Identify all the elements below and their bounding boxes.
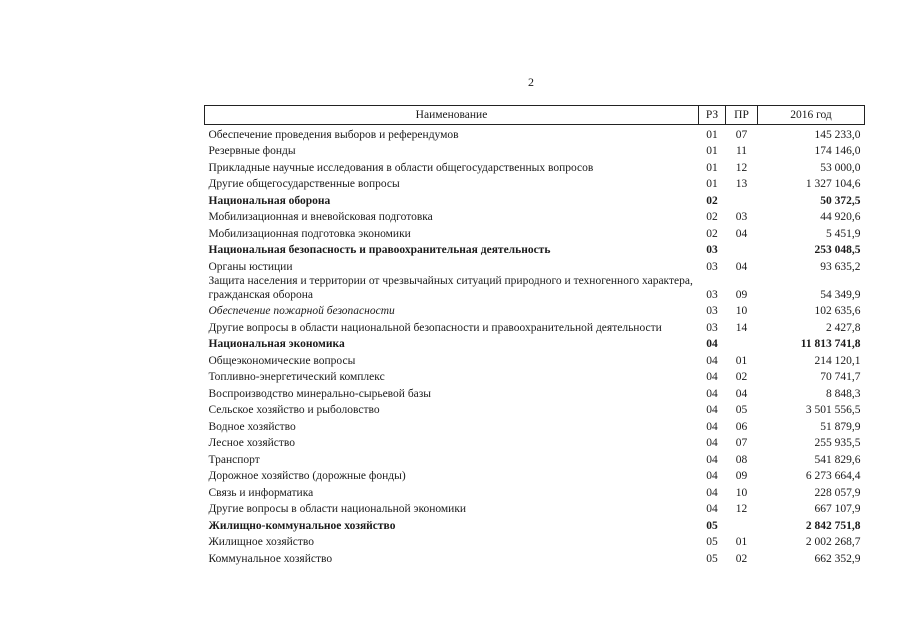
row-rz-code: 04 [706, 503, 718, 515]
table-row [205, 142, 865, 159]
table-row [205, 302, 865, 319]
table-row [205, 224, 865, 241]
table-row [205, 549, 865, 566]
table-row [205, 318, 865, 335]
row-pr-code: 03 [735, 211, 748, 223]
row-name: Жилищно-коммунальное хозяйство [208, 519, 396, 532]
row-pr-code: 07 [735, 437, 748, 449]
row-value: 2 842 751,8 [805, 519, 861, 532]
row-value: 11 813 741,8 [800, 338, 861, 350]
row-value: 102 635,6 [814, 305, 861, 317]
row-pr-code: 01 [735, 354, 748, 367]
row-value: 1 327 104,6 [805, 178, 861, 190]
row-rz-code: 04 [706, 387, 718, 400]
row-name: Органы юстиции [208, 260, 293, 273]
table-row [205, 401, 865, 418]
row-name: Транспорт [208, 453, 260, 466]
row-pr-code [726, 241, 758, 258]
table-row [205, 533, 865, 550]
row-name: Общеэкономические вопросы [208, 354, 356, 367]
row-rz-code: 03 [706, 260, 718, 273]
table-row [205, 158, 865, 175]
row-name: Мобилизационная подготовка экономики [208, 227, 411, 240]
row-rz-code: 01 [706, 128, 718, 141]
row-name: Национальная экономика [208, 338, 345, 350]
row-value: 214 120,1 [814, 354, 861, 367]
row-rz-code: 03 [706, 305, 718, 317]
page-number: 2 [528, 75, 534, 89]
row-value: 662 352,9 [814, 552, 861, 565]
row-pr-code: 08 [735, 453, 748, 466]
row-name: Коммунальное хозяйство [208, 552, 333, 565]
row-rz-code: 04 [706, 404, 718, 416]
row-value: 50 372,5 [820, 194, 861, 207]
row-pr-code: 05 [735, 404, 748, 416]
row-value: 53 000,0 [820, 161, 861, 174]
row-rz-code: 04 [706, 470, 718, 482]
row-value: 51 879,9 [820, 420, 861, 433]
row-value: 6 273 664,4 [805, 470, 861, 482]
row-value: 174 146,0 [814, 145, 861, 157]
row-name: Другие общегосударственные вопросы [208, 178, 400, 190]
row-rz-code: 02 [706, 211, 718, 223]
row-name: Обеспечение проведения выборов и референдумов [208, 128, 459, 141]
row-pr-code: 12 [735, 161, 748, 174]
table-row [205, 500, 865, 517]
row-pr-code: 12 [735, 503, 748, 515]
row-pr-code: 02 [735, 371, 748, 383]
row-name: Национальная оборона [208, 194, 331, 207]
row-pr-code [726, 191, 758, 208]
row-rz-code: 01 [706, 161, 718, 174]
table-row [205, 351, 865, 368]
header-row [205, 106, 865, 125]
row-value: 3 501 556,5 [805, 404, 861, 416]
row-rz-code: 05 [706, 552, 718, 565]
table-row [205, 417, 865, 434]
row-rz-code: 03 [706, 321, 718, 334]
row-pr-code: 09 [735, 288, 748, 301]
table-row [205, 368, 865, 385]
table-row [205, 483, 865, 500]
table-row [205, 384, 865, 401]
row-value: 70 741,7 [820, 371, 861, 383]
row-value: 93 635,2 [820, 260, 861, 273]
row-rz-code: 04 [706, 338, 718, 350]
row-name: Дорожное хозяйство (дорожные фонды) [208, 470, 406, 482]
row-pr-code: 04 [735, 387, 748, 400]
row-value: 253 048,5 [814, 244, 861, 256]
header-value: 2016 год [758, 106, 865, 125]
row-rz-code: 05 [706, 519, 718, 532]
table-row [205, 274, 865, 302]
row-pr-code: 14 [735, 321, 748, 334]
row-rz-code: 03 [706, 288, 718, 301]
table-row [205, 175, 865, 192]
row-rz-code: 02 [706, 194, 718, 207]
row-name: Национальная безопасность и правоохранительная деятельность [208, 244, 551, 256]
table-body [205, 125, 865, 566]
row-pr-code: 10 [735, 486, 748, 499]
row-pr-code: 06 [735, 420, 748, 433]
row-name: Прикладные научные исследования в области общегосударственных вопросов [208, 161, 594, 174]
row-value: 8 848,3 [826, 387, 861, 400]
row-name: Мобилизационная и вневойсковая подготовка [208, 211, 433, 223]
row-value: 44 920,6 [820, 211, 861, 223]
table-row [205, 335, 865, 352]
row-pr-code: 02 [735, 552, 748, 565]
row-rz-code: 04 [706, 453, 718, 466]
row-pr-code: 04 [735, 227, 748, 240]
row-rz-code: 05 [706, 536, 718, 548]
table-header [205, 106, 865, 125]
row-pr-code: 11 [735, 145, 748, 157]
row-value: 2 427,8 [826, 321, 861, 334]
row-pr-code: 13 [735, 178, 748, 190]
row-pr-code: 04 [735, 260, 748, 273]
row-value: 541 829,6 [814, 453, 861, 466]
row-rz-code: 04 [706, 437, 718, 449]
row-rz-code: 04 [706, 354, 718, 367]
header-pr: ПР [726, 106, 758, 125]
row-name: Топливно-энергетический комплекс [208, 371, 385, 383]
header-name: Наименование [205, 106, 699, 125]
row-rz-code: 04 [706, 371, 718, 383]
row-value: 228 057,9 [814, 486, 861, 499]
row-rz-code: 03 [706, 244, 718, 256]
header-rz: РЗ [699, 106, 726, 125]
row-pr-code [726, 335, 758, 352]
row-name: Водное хозяйство [208, 420, 296, 433]
row-rz-code: 04 [706, 486, 718, 499]
row-rz-code: 04 [706, 420, 718, 433]
table-row [205, 467, 865, 484]
row-pr-code: 09 [735, 470, 748, 482]
row-value: 667 107,9 [814, 503, 861, 515]
row-name: Другие вопросы в области национальной экономики [208, 503, 467, 515]
budget-table [204, 105, 865, 566]
row-value: 54 349,9 [820, 288, 861, 301]
row-name: Защита населения и территории от чрезвычайных ситуаций природного и техногенного характера, гражданская оборона [208, 274, 693, 301]
row-pr-code: 07 [735, 128, 748, 141]
row-name: Связь и информатика [208, 486, 314, 499]
row-name: Жилищное хозяйство [208, 536, 315, 548]
table-row [205, 208, 865, 225]
row-name: Воспроизводство минерально-сырьевой базы [208, 387, 432, 400]
row-name: Резервные фонды [208, 145, 296, 157]
table-row [205, 257, 865, 274]
row-pr-code: 01 [735, 536, 748, 548]
row-value: 255 935,5 [814, 437, 861, 449]
row-value: 145 233,0 [814, 128, 861, 141]
row-value: 2 002 268,7 [805, 536, 861, 548]
table-row [205, 434, 865, 451]
table-row [205, 516, 865, 533]
row-pr-code [726, 516, 758, 533]
row-pr-code: 10 [735, 305, 748, 317]
row-name: Лесное хозяйство [208, 437, 296, 449]
table-row [205, 241, 865, 258]
row-rz-code: 02 [706, 227, 718, 240]
table-row [205, 191, 865, 208]
row-rz-code: 01 [706, 145, 718, 157]
row-value: 5 451,9 [826, 227, 861, 240]
row-name: Другие вопросы в области национальной безопасности и правоохранительной деятельности [208, 321, 662, 334]
table-row [205, 125, 865, 142]
table-row [205, 450, 865, 467]
row-name: Обеспечение пожарной безопасности [208, 305, 395, 317]
row-name: Сельское хозяйство и рыболовство [208, 404, 380, 416]
row-rz-code: 01 [706, 178, 718, 190]
